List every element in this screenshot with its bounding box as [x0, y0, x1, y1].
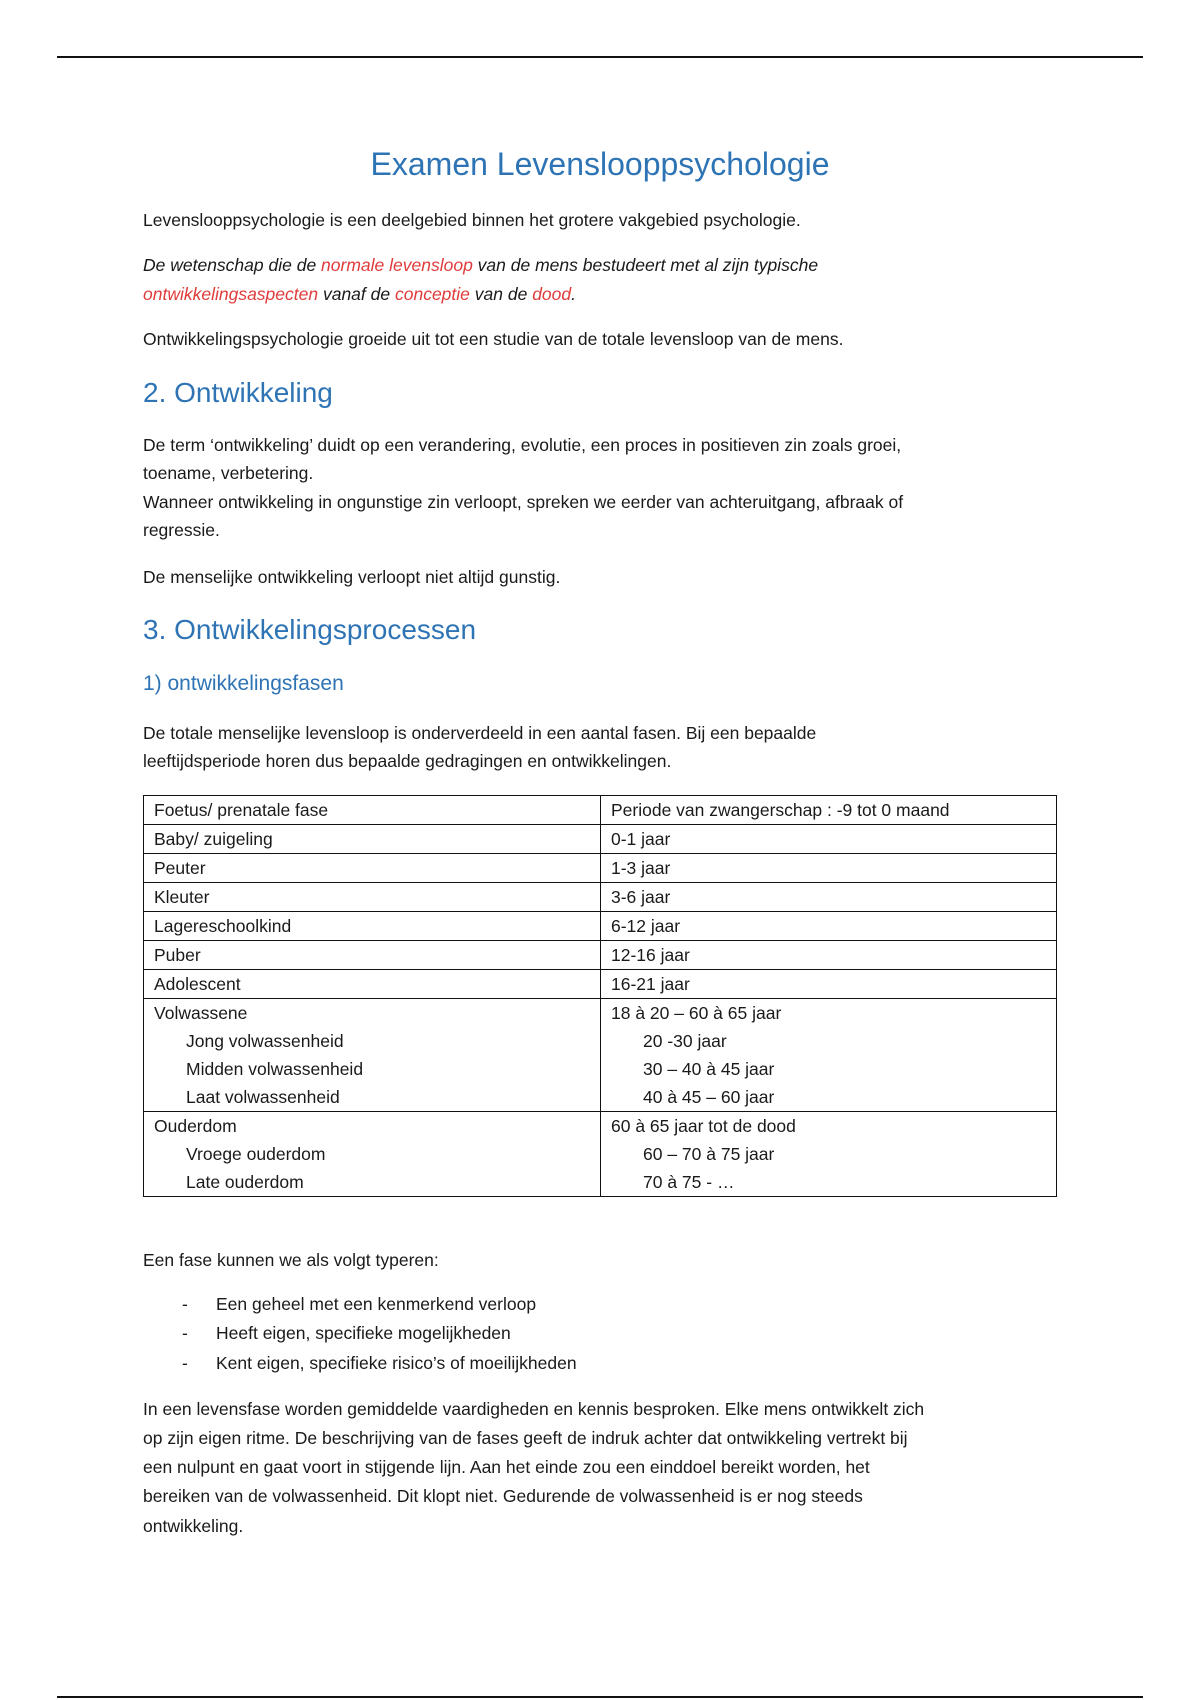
bullet-item: Kent eigen, specifieke risico’s of moeilijkheden: [216, 1353, 577, 1373]
table-row: [144, 796, 1057, 825]
period-label: 18 à 20 – 60 à 65 jaar: [611, 1003, 782, 1023]
phase-label: Volwassene: [154, 1003, 248, 1023]
period-cell: 3-6 jaar: [601, 883, 1057, 912]
period-label: 60 à 65 jaar tot de dood: [611, 1116, 796, 1136]
subphase-label: Midden volwassenheid: [186, 1059, 364, 1079]
table-row: [144, 825, 1057, 854]
subphase-label: Late ouderdom: [186, 1172, 304, 1192]
section2-line: regressie.: [143, 520, 220, 540]
page-title: Examen Levenslooppsychologie: [370, 146, 830, 182]
phases-table: [143, 795, 1057, 1197]
period-cell: [601, 1112, 1057, 1197]
phase-cell: [144, 999, 601, 1112]
subheading-ontwikkelingsfasen: 1) ontwikkelingsfasen: [143, 672, 344, 695]
definition-line-2: [143, 280, 576, 309]
phase-label: Ouderdom: [154, 1116, 237, 1136]
period-cell: 16-21 jaar: [601, 970, 1057, 999]
subperiod-label: 40 à 45 – 60 jaar: [643, 1087, 775, 1107]
bullet-marker: -: [182, 1353, 188, 1373]
intro-paragraph-2: Ontwikkelingspsychologie groeide uit tot een studie van de totale levensloop van de mens.: [143, 329, 844, 349]
table-row: [144, 941, 1057, 970]
section2-line: toename, verbetering.: [143, 463, 314, 483]
bullet-item: Een geheel met een kenmerkend verloop: [216, 1294, 537, 1314]
text: van de mens bestudeert met al zijn typische: [472, 255, 819, 275]
section3-line: De totale menselijke levensloop is onderverdeeld in een aantal fasen. Bij een bepaalde: [143, 723, 817, 743]
footer-rule: [57, 1696, 1143, 1698]
header-rule: [57, 56, 1143, 58]
bullet-marker: -: [182, 1294, 188, 1314]
subperiod-label: 70 à 75 - …: [643, 1172, 735, 1192]
highlight: normale levensloop: [321, 255, 473, 275]
phase-cell: [144, 1112, 601, 1197]
subphase-label: Laat volwassenheid: [186, 1087, 340, 1107]
phase-cell: Puber: [144, 941, 601, 970]
phase-cell: Peuter: [144, 854, 601, 883]
phase-cell: Foetus/ prenatale fase: [144, 796, 601, 825]
section3-line: leeftijdsperiode horen dus bepaalde gedragingen en ontwikkelingen.: [143, 751, 672, 771]
table-row: [144, 970, 1057, 999]
section2-paragraph: De menselijke ontwikkeling verloopt niet altijd gunstig.: [143, 567, 561, 587]
definition-line-1: [143, 251, 818, 280]
section2-line: Wanneer ontwikkeling in ongunstige zin verloopt, spreken we eerder van achteruitgang, afbraak of: [143, 492, 904, 512]
subperiod-label: 60 – 70 à 75 jaar: [643, 1144, 775, 1164]
closing-line: ontwikkeling.: [143, 1516, 244, 1536]
section-heading-ontwikkelingsprocessen: 3. Ontwikkelingsprocessen: [143, 614, 477, 645]
subphase-label: Vroege ouderdom: [186, 1144, 326, 1164]
table-row: [144, 854, 1057, 883]
subperiod-label: 20 -30 jaar: [643, 1031, 727, 1051]
period-cell: 12-16 jaar: [601, 941, 1057, 970]
text: .: [571, 284, 576, 304]
phase-intro: Een fase kunnen we als volgt typeren:: [143, 1250, 439, 1270]
period-cell: 6-12 jaar: [601, 912, 1057, 941]
text: vanaf de: [318, 284, 395, 304]
table-row: [144, 883, 1057, 912]
section-heading-ontwikkeling: 2. Ontwikkeling: [143, 377, 333, 408]
intro-paragraph: Levenslooppsychologie is een deelgebied binnen het grotere vakgebied psychologie.: [143, 210, 801, 230]
period-cell: [601, 999, 1057, 1112]
phase-cell: Lagereschoolkind: [144, 912, 601, 941]
closing-line: bereiken van de volwassenheid. Dit klopt niet. Gedurende de volwassenheid is er nog steeds: [143, 1486, 863, 1506]
period-cell: 1-3 jaar: [601, 854, 1057, 883]
text: van de: [469, 284, 533, 304]
subphase-label: Jong volwassenheid: [186, 1031, 344, 1051]
highlight: ontwikkelingsaspecten: [143, 284, 319, 304]
section2-line: De term ‘ontwikkeling’ duidt op een verandering, evolutie, een proces in positieven zin zoals groei,: [143, 435, 902, 455]
table-row-group-volwassene: [144, 999, 1057, 1112]
closing-line: op zijn eigen ritme. De beschrijving van de fases geeft de indruk achter dat ontwikkeling vertrekt bij: [143, 1428, 908, 1448]
phase-cell: Baby/ zuigeling: [144, 825, 601, 854]
subperiod-label: 30 – 40 à 45 jaar: [643, 1059, 775, 1079]
phase-cell: Adolescent: [144, 970, 601, 999]
closing-line: een nulpunt en gaat voort in stijgende lijn. Aan het einde zou een einddoel bereikt worden, het: [143, 1457, 870, 1477]
period-cell: 0-1 jaar: [601, 825, 1057, 854]
phase-cell: Kleuter: [144, 883, 601, 912]
bullet-item: Heeft eigen, specifieke mogelijkheden: [216, 1323, 511, 1343]
table-row-group-ouderdom: [144, 1112, 1057, 1197]
closing-line: In een levensfase worden gemiddelde vaardigheden en kennis besproken. Elke mens ontwikkelt zich: [143, 1399, 925, 1419]
table-row: [144, 912, 1057, 941]
bullet-marker: -: [182, 1323, 188, 1343]
period-cell: Periode van zwangerschap : -9 tot 0 maand: [601, 796, 1057, 825]
highlight: conceptie: [394, 284, 470, 304]
highlight: dood: [532, 284, 572, 304]
text: De wetenschap die de: [143, 255, 322, 275]
